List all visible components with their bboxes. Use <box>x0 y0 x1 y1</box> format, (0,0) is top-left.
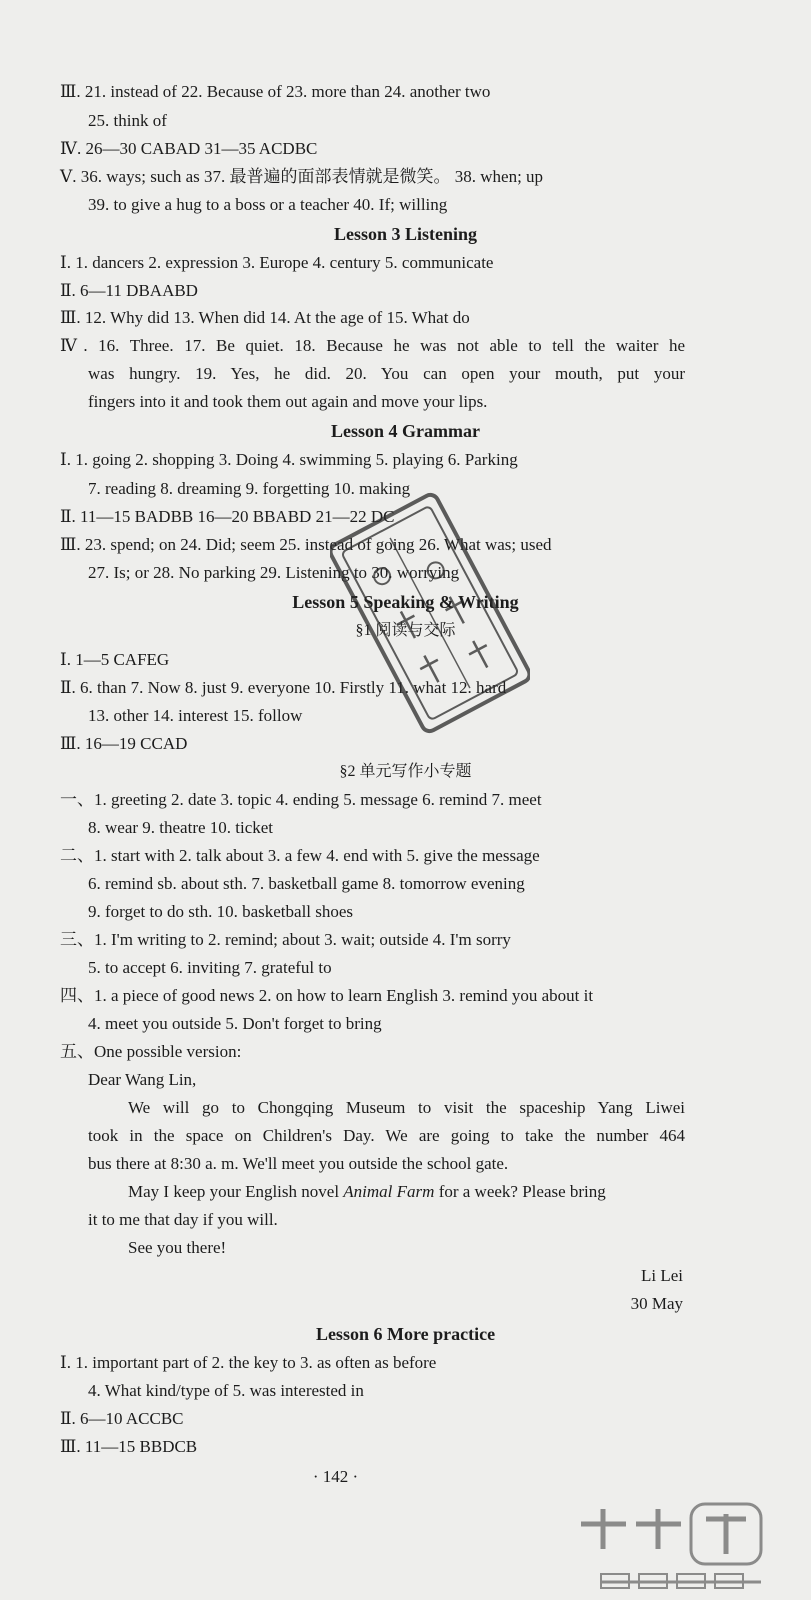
answer-line: Ⅱ. 6—11 DBAABD <box>60 281 198 300</box>
lesson-3-heading: Lesson 3 Listening <box>333 224 478 244</box>
answer-line: Ⅰ. 1. going 2. shopping 3. Doing 4. swimming 5. playing 6. Parking <box>60 450 518 469</box>
answer-line: 27. Is; or 28. No parking 29. Listening to 30. worrying <box>88 563 460 582</box>
section-1-heading: §1 阅读与交际 <box>355 622 456 639</box>
answer-line: fingers into it and took them out again and move your lips. <box>88 392 488 411</box>
answer-line: 四、1. a piece of good news 2. on how to learn English 3. remind you about it <box>60 986 594 1005</box>
letter-signature: Li Lei <box>640 1266 683 1285</box>
letter-greeting: Dear Wang Lin, <box>88 1070 197 1089</box>
section-2-heading: §2 单元写作小专题 <box>339 763 472 780</box>
answer-line: Ⅲ. 23. spend; on 24. Did; seem 25. instead of going 26. What was; used <box>60 535 552 554</box>
letter-text: May I keep your English novel <box>128 1182 344 1201</box>
novel-title: Animal Farm <box>343 1182 435 1201</box>
letter-closing: See you there! <box>128 1238 227 1257</box>
answer-line: Ⅲ. 11—15 BBDCB <box>60 1437 198 1456</box>
answer-line: 8. wear 9. theatre 10. ticket <box>88 818 274 837</box>
answer-line: 6. remind sb. about sth. 7. basketball game 8. tomorrow evening <box>88 874 525 893</box>
answer-line: 13. other 14. interest 15. follow <box>88 706 303 725</box>
letter-line: bus there at 8:30 a. m. We'll meet you outside the school gate. <box>88 1154 509 1173</box>
answer-line: Ⅱ. 6. than 7. Now 8. just 9. everyone 10. Firstly 11. what 12. hard <box>60 678 507 697</box>
answer-line: 一、1. greeting 2. date 3. topic 4. ending 5. message 6. remind 7. meet <box>60 790 542 809</box>
letter-date: 30 May <box>630 1294 683 1313</box>
publisher-stamp <box>330 488 530 738</box>
answer-line: 7. reading 8. dreaming 9. forgetting 10. making <box>88 479 411 498</box>
answer-line: 三、1. I'm writing to 2. remind; about 3. wait; outside 4. I'm sorry <box>60 930 511 949</box>
letter-line: it to me that day if you will. <box>88 1210 278 1229</box>
answer-line: Ⅴ. 36. ways; such as 37. 最普遍的面部表情就是微笑。 38. when; up <box>60 167 544 186</box>
answer-line: Ⅲ. 12. Why did 13. When did 14. At the age of 15. What do <box>60 308 470 327</box>
answer-line: 4. meet you outside 5. Don't forget to bring <box>88 1014 382 1033</box>
answer-line: Ⅰ. 1—5 CAFEG <box>60 650 170 669</box>
answer-line: Ⅲ. 16—19 CCAD <box>60 734 188 753</box>
answer-line: Ⅱ. 11—15 BADBB 16—20 BBABD 21—22 DC <box>60 507 395 526</box>
letter-line: We will go to Chongqing Museum to visit the spaceship Yang Liwei <box>128 1098 685 1117</box>
letter-text: for a week? Please bring <box>434 1182 606 1201</box>
answer-line: 五、One possible version: <box>60 1042 242 1061</box>
lesson-5-heading: Lesson 5 Speaking & Writing <box>292 592 519 612</box>
watermark-logo <box>561 1494 801 1594</box>
answer-line: 39. to give a hug to a boss or a teacher 40. If; willing <box>88 195 448 214</box>
answer-line: 4. What kind/type of 5. was interested in <box>88 1381 364 1400</box>
answer-line: Ⅳ. 26—30 CABAD 31—35 ACDBC <box>60 139 318 158</box>
answer-line: Ⅳ. 16. Three. 17. Be quiet. 18. Because he was not able to tell the waiter he <box>60 336 685 355</box>
lesson-6-heading: Lesson 6 More practice <box>315 1324 496 1344</box>
answer-line: 25. think of <box>88 111 167 130</box>
page-number: · 142 · <box>312 1467 359 1486</box>
letter-line <box>128 1180 811 1204</box>
answer-line: Ⅱ. 6—10 ACCBC <box>60 1409 184 1428</box>
answer-line: Ⅲ. 21. instead of 22. Because of 23. more than 24. another two <box>60 82 491 101</box>
answer-line: was hungry. 19. Yes, he did. 20. You can open your mouth, put your <box>88 364 685 383</box>
answer-line: 二、1. start with 2. talk about 3. a few 4. end with 5. give the message <box>60 846 540 865</box>
answer-line: Ⅰ. 1. important part of 2. the key to 3. as often as before <box>60 1353 437 1372</box>
letter-line: took in the space on Children's Day. We are going to take the number 464 <box>88 1126 685 1145</box>
answer-line: 9. forget to do sth. 10. basketball shoes <box>88 902 354 921</box>
lesson-4-heading: Lesson 4 Grammar <box>331 421 480 441</box>
answer-line: Ⅰ. 1. dancers 2. expression 3. Europe 4. century 5. communicate <box>60 253 494 272</box>
answer-line: 5. to accept 6. inviting 7. grateful to <box>88 958 332 977</box>
